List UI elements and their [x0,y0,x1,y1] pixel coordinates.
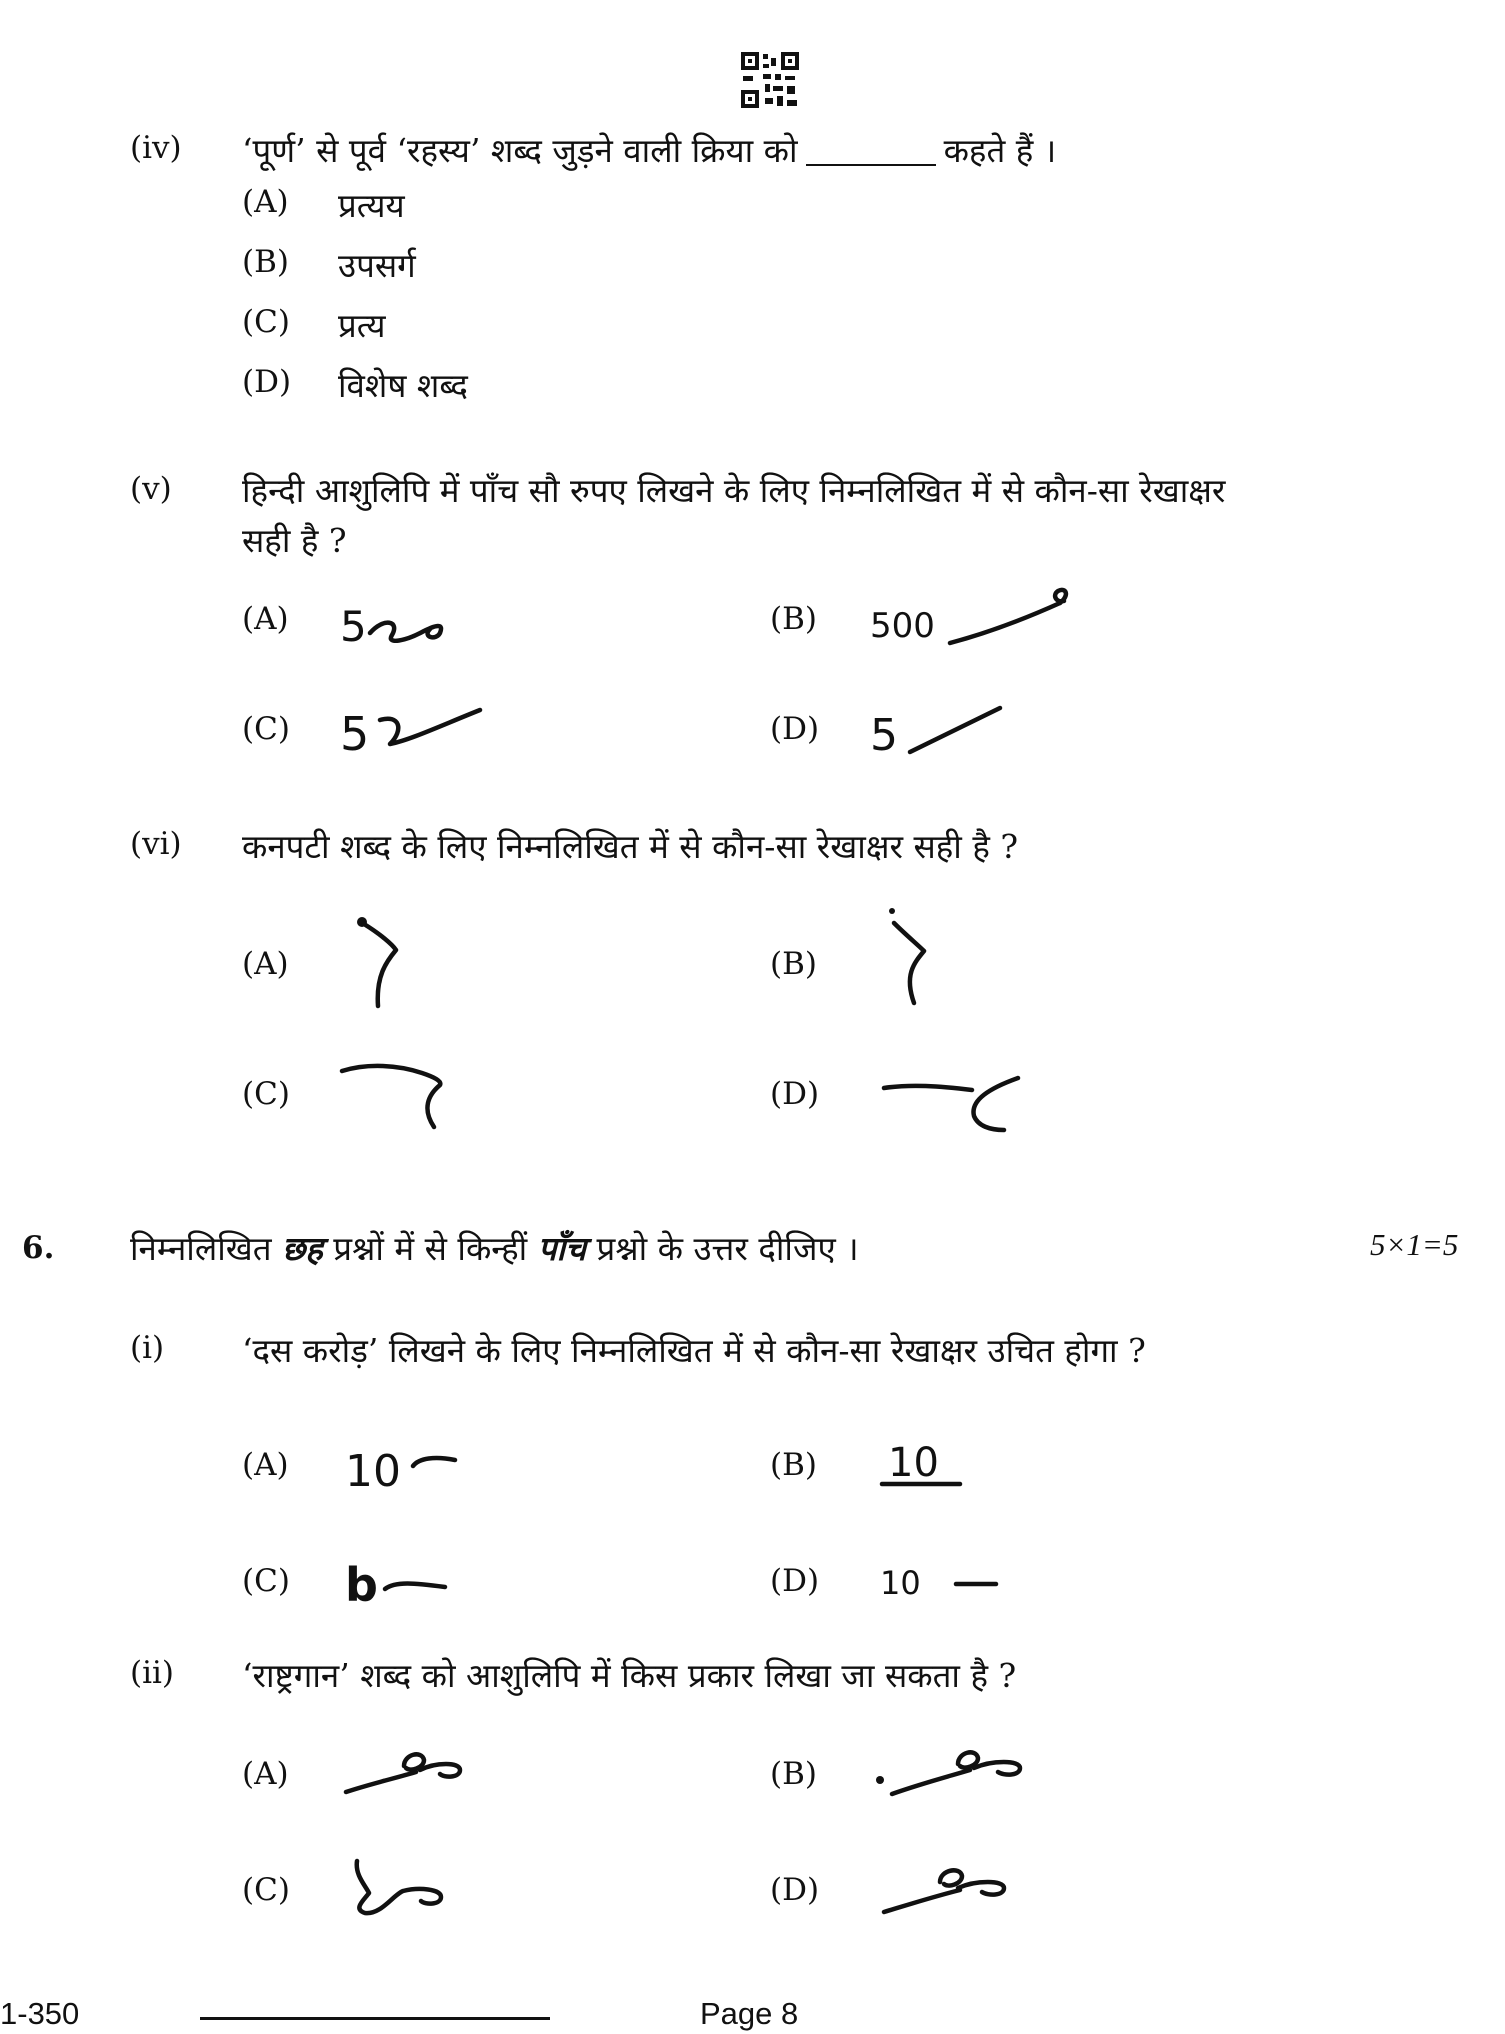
option-v-c-letter: (C) [242,711,290,747]
paper-code: 1-350 [0,1996,80,2031]
option-6-ii-d-letter: (D) [770,1872,820,1908]
shorthand-vi-d [880,1060,1030,1135]
option-6-i-c-letter: (C) [242,1563,290,1599]
question-6-i-text: ‘दस करोड़’ लिखने के लिए निम्नलिखित में से कौन-सा रेखाक्षर उचित होगा ? [242,1331,1146,1370]
question-6-emphasis-five: पाँच [537,1229,586,1268]
question-6-ii-label: (ii) [130,1655,175,1691]
shorthand-v-d [870,700,1010,760]
shorthand-v-b [870,585,1080,655]
option-vi-a-letter: (A) [242,946,289,982]
shorthand-v-d-digit: 5 [870,710,898,761]
question-iv-label: (iv) [130,130,182,166]
shorthand-6-i-d [880,1556,1010,1606]
option-iv-c-letter: (C) [242,304,290,340]
question-6-marks: 5×1=5 [1370,1227,1459,1262]
question-6-text-c: प्रश्नो के उत्तर दीजिए । [596,1229,859,1268]
shorthand-v-c-digit: 5 [340,707,370,761]
shorthand-6-i-b [880,1438,990,1498]
question-6-text-a: निम्नलिखित [130,1229,272,1268]
option-iv-a-letter: (A) [242,184,289,220]
option-iv-d-letter: (D) [242,364,292,400]
shorthand-v-a-digit: 5 [340,602,367,651]
shorthand-6-i-b-digits: 10 [888,1440,939,1486]
question-v-label: (v) [130,471,172,507]
question-6-text [130,1225,859,1270]
option-vi-c-letter: (C) [242,1076,290,1112]
question-iv-text-after: कहते हैं । [943,131,1057,170]
shorthand-v-b-digits: 500 [870,606,935,646]
shorthand-6-ii-c [345,1855,465,1925]
question-v-line2: सही है ? [242,521,347,560]
shorthand-6-i-d-digits: 10 [880,1564,921,1602]
question-iv-text-before: ‘पूर्ण’ से पूर्व ‘रहस्य’ शब्द जुड़ने वाली क्रिया को [242,131,798,170]
question-6-text-b: प्रश्नों में से किन्हीं [333,1229,528,1268]
option-vi-b-letter: (B) [770,946,817,982]
option-6-ii-a-letter: (A) [242,1756,289,1792]
option-6-i-a-letter: (A) [242,1447,289,1483]
shorthand-6-ii-a [340,1740,480,1800]
shorthand-v-a [340,595,480,655]
question-iv-text [242,127,1056,172]
shorthand-vi-c [338,1055,458,1130]
footer-rule [200,2017,550,2020]
page-number: Page 8 [700,1996,799,2031]
question-vi-text: कनपटी शब्द के लिए निम्नलिखित में से कौन-सा रेखाक्षर सही है ? [242,827,1019,866]
shorthand-v-c [340,700,480,760]
question-v-line1: हिन्दी आशुलिपि में पाँच सौ रुपए लिखने के लिए निम्नलिखित में से कौन-सा रेखाक्षर [242,471,1226,510]
option-iv-b-text: उपसर्ग [338,246,416,285]
shorthand-6-ii-b [870,1740,1050,1800]
question-6-ii-text: ‘राष्ट्रगान’ शब्द को आशुलिपि में किस प्रकार लिखा जा सकता है ? [242,1656,1017,1695]
option-vi-d-letter: (D) [770,1076,820,1112]
shorthand-vi-b [880,905,950,1005]
question-6-emphasis-six: छह [282,1229,323,1268]
shorthand-6-i-a-digits: 10 [345,1446,401,1497]
shorthand-vi-a [350,910,420,1010]
option-iv-b-letter: (B) [242,244,289,280]
option-iv-c-text: प्रत्य [338,306,386,345]
option-v-a-letter: (A) [242,601,289,637]
option-iv-d-text: विशेष शब्द [338,366,468,405]
option-iv-a-text: प्रत्यय [338,186,405,225]
answer-blank [806,164,936,166]
question-6-i-label: (i) [130,1330,165,1366]
option-6-ii-c-letter: (C) [242,1872,290,1908]
option-6-i-b-letter: (B) [770,1447,817,1483]
option-6-i-d-letter: (D) [770,1563,820,1599]
option-6-ii-b-letter: (B) [770,1756,817,1792]
shorthand-6-i-c-letter: b [345,1558,378,1612]
shorthand-6-i-a [345,1440,485,1500]
question-6-number: 6. [22,1230,55,1266]
qr-code-icon [741,52,799,108]
shorthand-6-i-c [345,1553,485,1613]
shorthand-6-ii-d [880,1860,1020,1920]
option-v-d-letter: (D) [770,711,820,747]
option-v-b-letter: (B) [770,601,817,637]
question-vi-label: (vi) [130,826,182,862]
